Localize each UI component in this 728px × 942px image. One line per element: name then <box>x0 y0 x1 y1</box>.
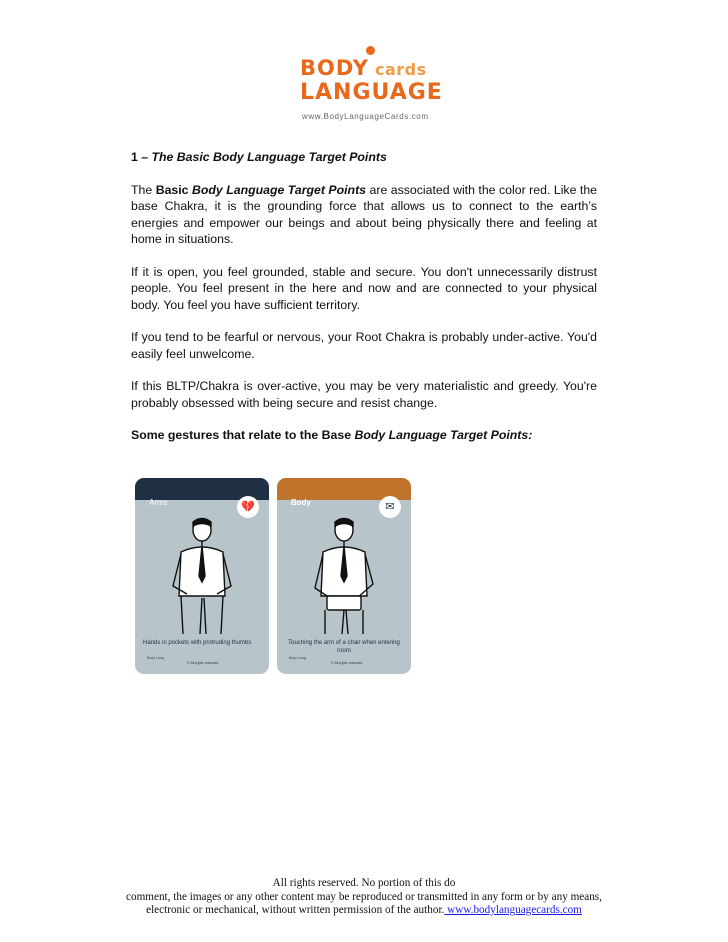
footer-line-3-text: electronic or mechanical, without written permission of the author. <box>146 904 445 916</box>
card-title: Body <box>291 498 311 507</box>
card-mini-logo: Body Lang. <box>147 656 165 660</box>
intro-basic: Basic <box>155 182 192 197</box>
gestures-heading <box>131 427 597 444</box>
document-body <box>131 149 597 460</box>
paragraph-over-active: If this BLTP/Chakra is over-active, you may be very materialistic and greedy. You're probably obsessed with being secure and resist change. <box>131 379 597 410</box>
card-title: Arms <box>149 498 168 507</box>
heading-number: 1 – <box>131 150 152 164</box>
gesture-cards <box>131 470 421 682</box>
card-mini-logo: Body Lang. <box>289 656 307 660</box>
gesture-card-arms <box>135 478 269 674</box>
card-rights: © All rights reserved <box>331 661 363 665</box>
logo-word-body: BODY <box>300 56 369 80</box>
man-touching-chair-illustration <box>301 516 387 636</box>
envelope-icon: ✉ <box>379 496 401 518</box>
brand-logo <box>300 42 443 128</box>
logo-row-top <box>300 56 427 80</box>
page-footer <box>120 877 608 918</box>
card-caption: Touching the arm of a chair when entering room <box>288 640 400 654</box>
logo-word-language: LANGUAGE <box>300 80 443 105</box>
paragraph-open: If it is open, you feel grounded, stable and secure. You don't unnecessarily distrust people. You feel present in the here and now and are connected to your physical body. You feel you have sufficient territory. <box>131 264 597 312</box>
section-heading <box>131 149 597 166</box>
intro-rest: are associated with the color red. Like the base Chakra, it is the grounding force that allows us to connect to the earth’s energies and empower our beings and about being physically there and feeling at home in situations. <box>131 182 598 246</box>
intro-the: The <box>131 182 156 197</box>
card-rights: © All rights reserved <box>187 661 219 665</box>
footer-line-3 <box>120 904 608 918</box>
footer-line-2: comment, the images or any other content may be reproduced or transmitted in any form or by any means, <box>126 890 602 903</box>
gesture-card-body <box>277 478 411 674</box>
footer-line-1: All rights reserved. No portion of this do <box>272 877 456 889</box>
card-caption: Hands in pockets with protruding thumbs <box>143 640 252 646</box>
gestures-bltp: Body Language Target Points: <box>354 428 533 442</box>
broken-heart-icon: 💔 <box>237 496 259 518</box>
logo-dot <box>366 46 375 55</box>
man-hands-in-pockets-illustration <box>159 516 245 636</box>
intro-bltp: Body Language Target Points <box>192 182 367 197</box>
logo-word-cards: cards <box>374 60 427 79</box>
paragraph-intro <box>131 182 597 248</box>
logo-url: www.BodyLanguageCards.com <box>302 112 429 121</box>
gestures-lead: Some gestures that relate to the Base <box>131 428 355 442</box>
heading-title: The Basic Body Language Target Points <box>151 150 387 164</box>
footer-website-link[interactable]: www.bodylanguagecards.com <box>444 904 582 916</box>
paragraph-under-active: If you tend to be fearful or nervous, your Root Chakra is probably under-active. You'd easily feel unwelcome. <box>131 330 597 361</box>
